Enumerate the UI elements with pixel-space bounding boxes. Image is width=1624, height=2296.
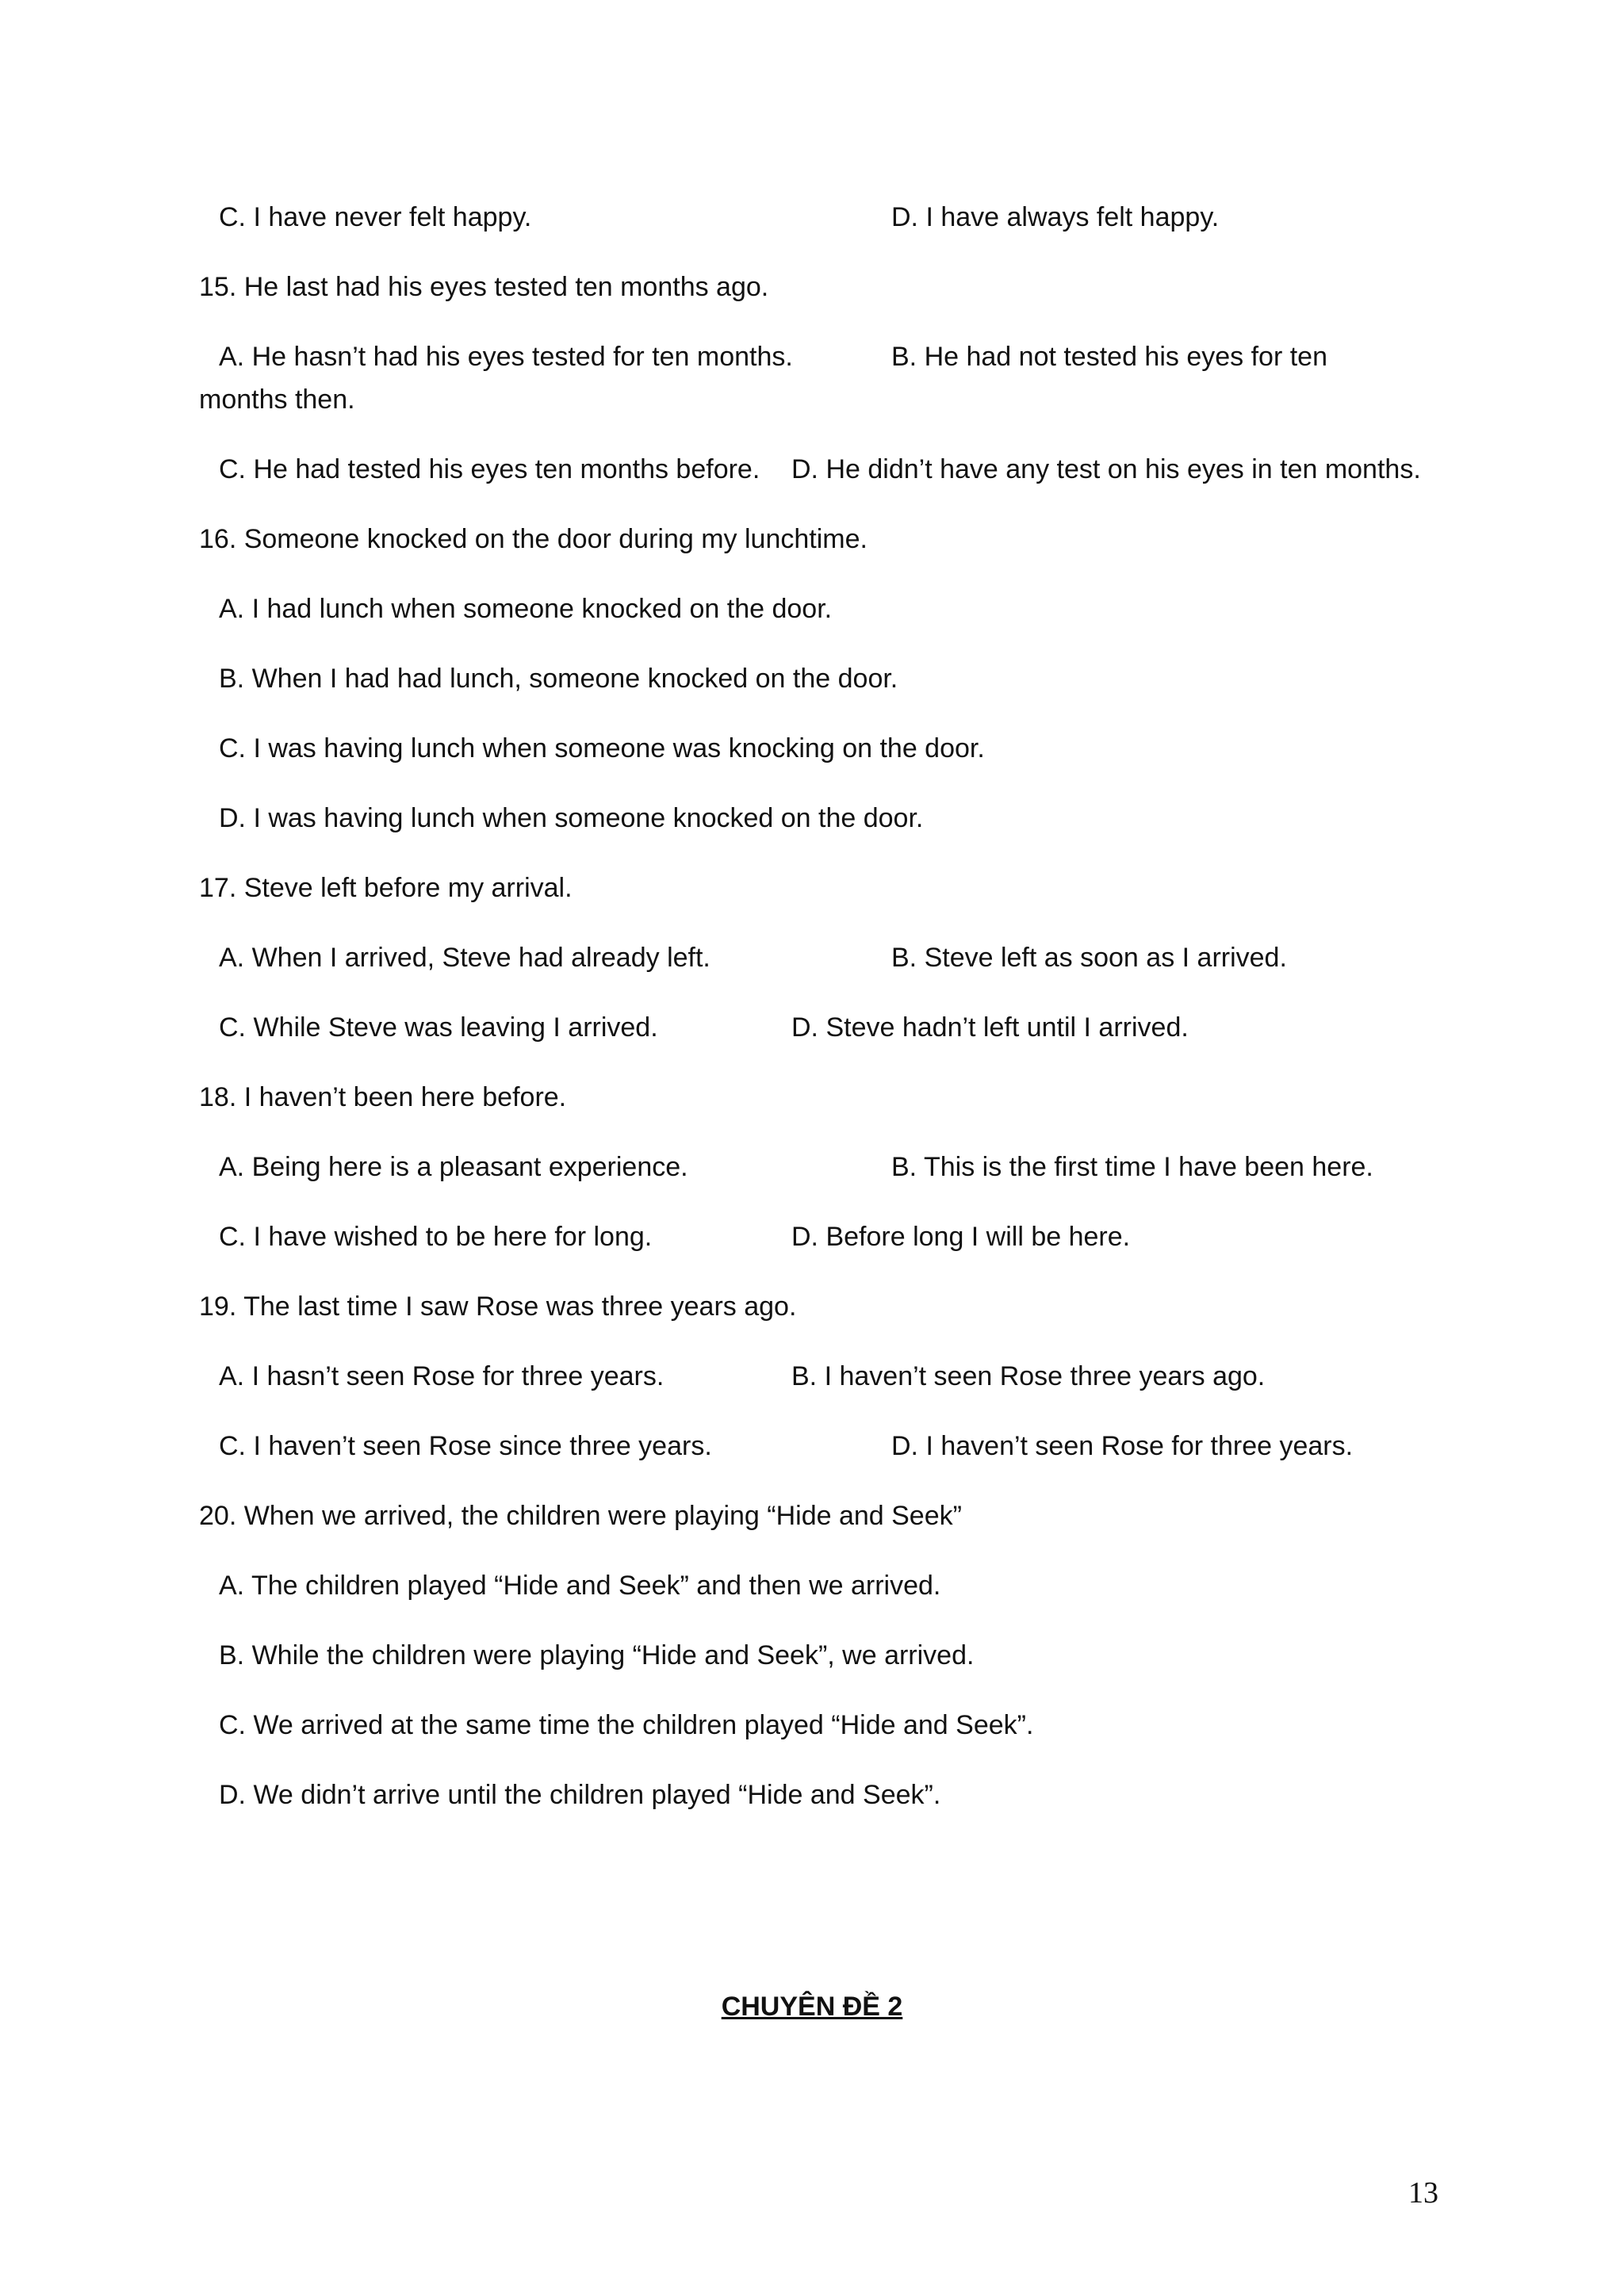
q18-option-a: A. Being here is a pleasant experience.: [219, 1152, 688, 1182]
q16-stem: 16. Someone knocked on the door during my lunchtime.: [199, 524, 868, 554]
q18-option-b: B. This is the first time I have been here.: [891, 1152, 1373, 1182]
q15-option-d: D. He didn’t have any test on his eyes in ten months.: [791, 454, 1421, 484]
q17-option-b: B. Steve left as soon as I arrived.: [891, 943, 1287, 973]
q14-option-c: C. I have never felt happy.: [219, 202, 532, 232]
page-number: 13: [1408, 2176, 1438, 2210]
q19-option-b: B. I haven’t seen Rose three years ago.: [791, 1361, 1266, 1391]
q17-option-c: C. While Steve was leaving I arrived.: [219, 1012, 658, 1043]
q16-option-d: D. I was having lunch when someone knocked on the door.: [219, 803, 924, 833]
q18-stem: 18. I haven’t been here before.: [199, 1082, 567, 1112]
q15-option-b-continued: months then.: [199, 385, 355, 415]
q15-option-b: B. He had not tested his eyes for ten: [891, 342, 1327, 372]
q15-option-c: C. He had tested his eyes ten months before.: [219, 454, 760, 484]
section-title: CHUYÊN ĐỀ 2: [721, 1992, 903, 2022]
q18-option-c: C. I have wished to be here for long.: [219, 1222, 653, 1252]
q15-option-a: A. He hasn’t had his eyes tested for ten months.: [219, 342, 793, 372]
q15-stem: 15. He last had his eyes tested ten months ago.: [199, 272, 769, 302]
q20-option-c: C. We arrived at the same time the children played “Hide and Seek”.: [219, 1710, 1034, 1740]
q19-stem: 19. The last time I saw Rose was three years ago.: [199, 1292, 797, 1322]
q20-stem: 20. When we arrived, the children were playing “Hide and Seek”: [199, 1501, 962, 1531]
q20-option-a: A. The children played “Hide and Seek” and then we arrived.: [219, 1571, 941, 1601]
q16-option-b: B. When I had had lunch, someone knocked on the door.: [219, 664, 898, 694]
q19-option-d: D. I haven’t seen Rose for three years.: [891, 1431, 1354, 1461]
q20-option-b: B. While the children were playing “Hide and Seek”, we arrived.: [219, 1640, 975, 1670]
q17-stem: 17. Steve left before my arrival.: [199, 873, 573, 903]
q20-option-d: D. We didn’t arrive until the children played “Hide and Seek”.: [219, 1780, 941, 1810]
q19-option-c: C. I haven’t seen Rose since three years.: [219, 1431, 712, 1461]
q17-option-a: A. When I arrived, Steve had already left.: [219, 943, 710, 973]
q17-option-d: D. Steve hadn’t left until I arrived.: [791, 1012, 1189, 1043]
q18-option-d: D. Before long I will be here.: [791, 1222, 1131, 1252]
q14-option-d: D. I have always felt happy.: [891, 202, 1220, 232]
q16-option-a: A. I had lunch when someone knocked on the door.: [219, 594, 833, 624]
q16-option-c: C. I was having lunch when someone was knocking on the door.: [219, 733, 985, 763]
q19-option-a: A. I hasn’t seen Rose for three years.: [219, 1361, 665, 1391]
